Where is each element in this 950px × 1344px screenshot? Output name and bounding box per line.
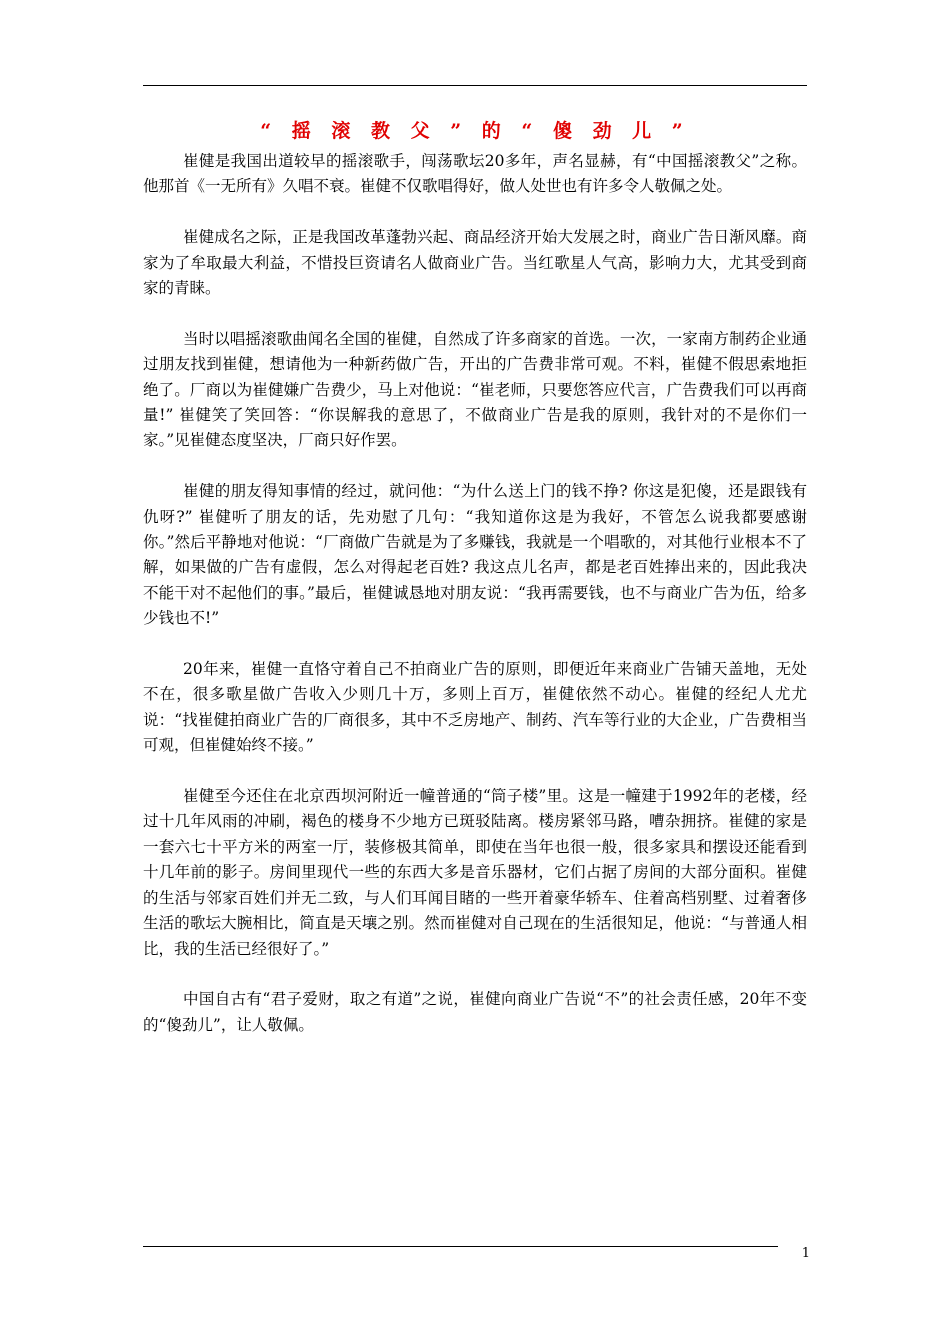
paragraph-7: 中国自古有“君子爱财，取之有道”之说，崔健向商业广告说“不”的社会责任感，20年不变的“傻劲儿”，让人敬佩。 — [143, 990, 807, 1034]
article-title: “ 摇 滚 教 父 ” 的 “ 傻 劲 儿 ” — [260, 120, 690, 142]
paragraph-2: 崔健成名之际，正是我国改革蓬勃兴起、商品经济开始大发展之时，商业广告日渐风靡。商家为了牟取最大利益，不惜投巨资请名人做商业广告。当红歌星人气高，影响力大，尤其受到商家的青睐。 — [143, 228, 807, 298]
paragraph-6: 崔健至今还住在北京西坝河附近一幢普通的“筒子楼”里。这是一幢建于1992年的老楼，经过十几年风雨的冲刷，褐色的楼身不少地方已斑驳陆离。楼房紧邻马路，嘈杂拥挤。崔健的家是一套六七十平方米的两室一厅，装修极其简单，即使在当年也很一般，很多家具和摆设还能看到十几年前的影子。房间里现代一些的东西大多是音乐器材，它们占据了房间的大部分面积。崔健的生活与邻家百姓们并无二致，与人们耳闻目睹的一些开着豪华轿车、住着高档别墅、过着奢侈生活的歌坛大腕相比，简直是天壤之别。然而崔健对自己现在的生活很知足，他说：“与普通人相比，我的生活已经很好了。” — [143, 787, 807, 958]
paragraph-4: 崔健的朋友得知事情的经过，就问他：“为什么送上门的钱不挣? 你这是犯傻，还是跟钱有仇呀?” 崔健听了朋友的话，先劝慰了几句：“我知道你这是为我好，不管怎么说我都要感谢你。”然后平静地对他说：“厂商做广告就是为了多赚钱，我就是一个唱歌的，对其他行业根本不了解，如果做的广告有虚假，怎么对得起老百姓? 我这点儿名声，都是老百姓捧出来的，因此我决不能干对不起他们的事。”最后，崔健诚恳地对朋友说：“我再需要钱，也不与商业广告为伍，给多少钱也不!” — [143, 482, 807, 628]
paragraph-3: 当时以唱摇滚歌曲闻名全国的崔健，自然成了许多商家的首选。一次，一家南方制药企业通过朋友找到崔健，想请他为一种新药做广告，开出的广告费非常可观。不料，崔健不假思索地拒绝了。厂商以为崔健嫌广告费少，马上对他说：“崔老师，只要您答应代言，广告费我们可以再商量!” 崔健笑了笑回答：“你误解我的意思了，不做商业广告是我的原则，我针对的不是你们一家。”见崔健态度坚决，厂商只好作罢。 — [143, 329, 807, 450]
paragraph-1: 崔健是我国出道较早的摇滚歌手，闯荡歌坛20多年，声名显赫，有“中国摇滚教父”之称。他那首《一无所有》久唱不衰。崔健不仅歌唱得好，做人处世也有许多令人敬佩之处。 — [143, 152, 807, 196]
page-number: 1 — [801, 1246, 810, 1261]
footer-rule — [143, 1246, 778, 1247]
header-rule — [143, 85, 807, 86]
article-body — [143, 149, 807, 1064]
paragraph-5: 20年来，崔健一直恪守着自己不拍商业广告的原则，即便近年来商业广告铺天盖地，无处不在，很多歌星做广告收入少则几十万，多则上百万，崔健依然不动心。崔健的经纪人尤尤说：“找崔健拍商业广告的厂商很多，其中不乏房地产、制药、汽车等行业的大企业，广告费相当可观，但崔健始终不接。” — [143, 660, 807, 755]
